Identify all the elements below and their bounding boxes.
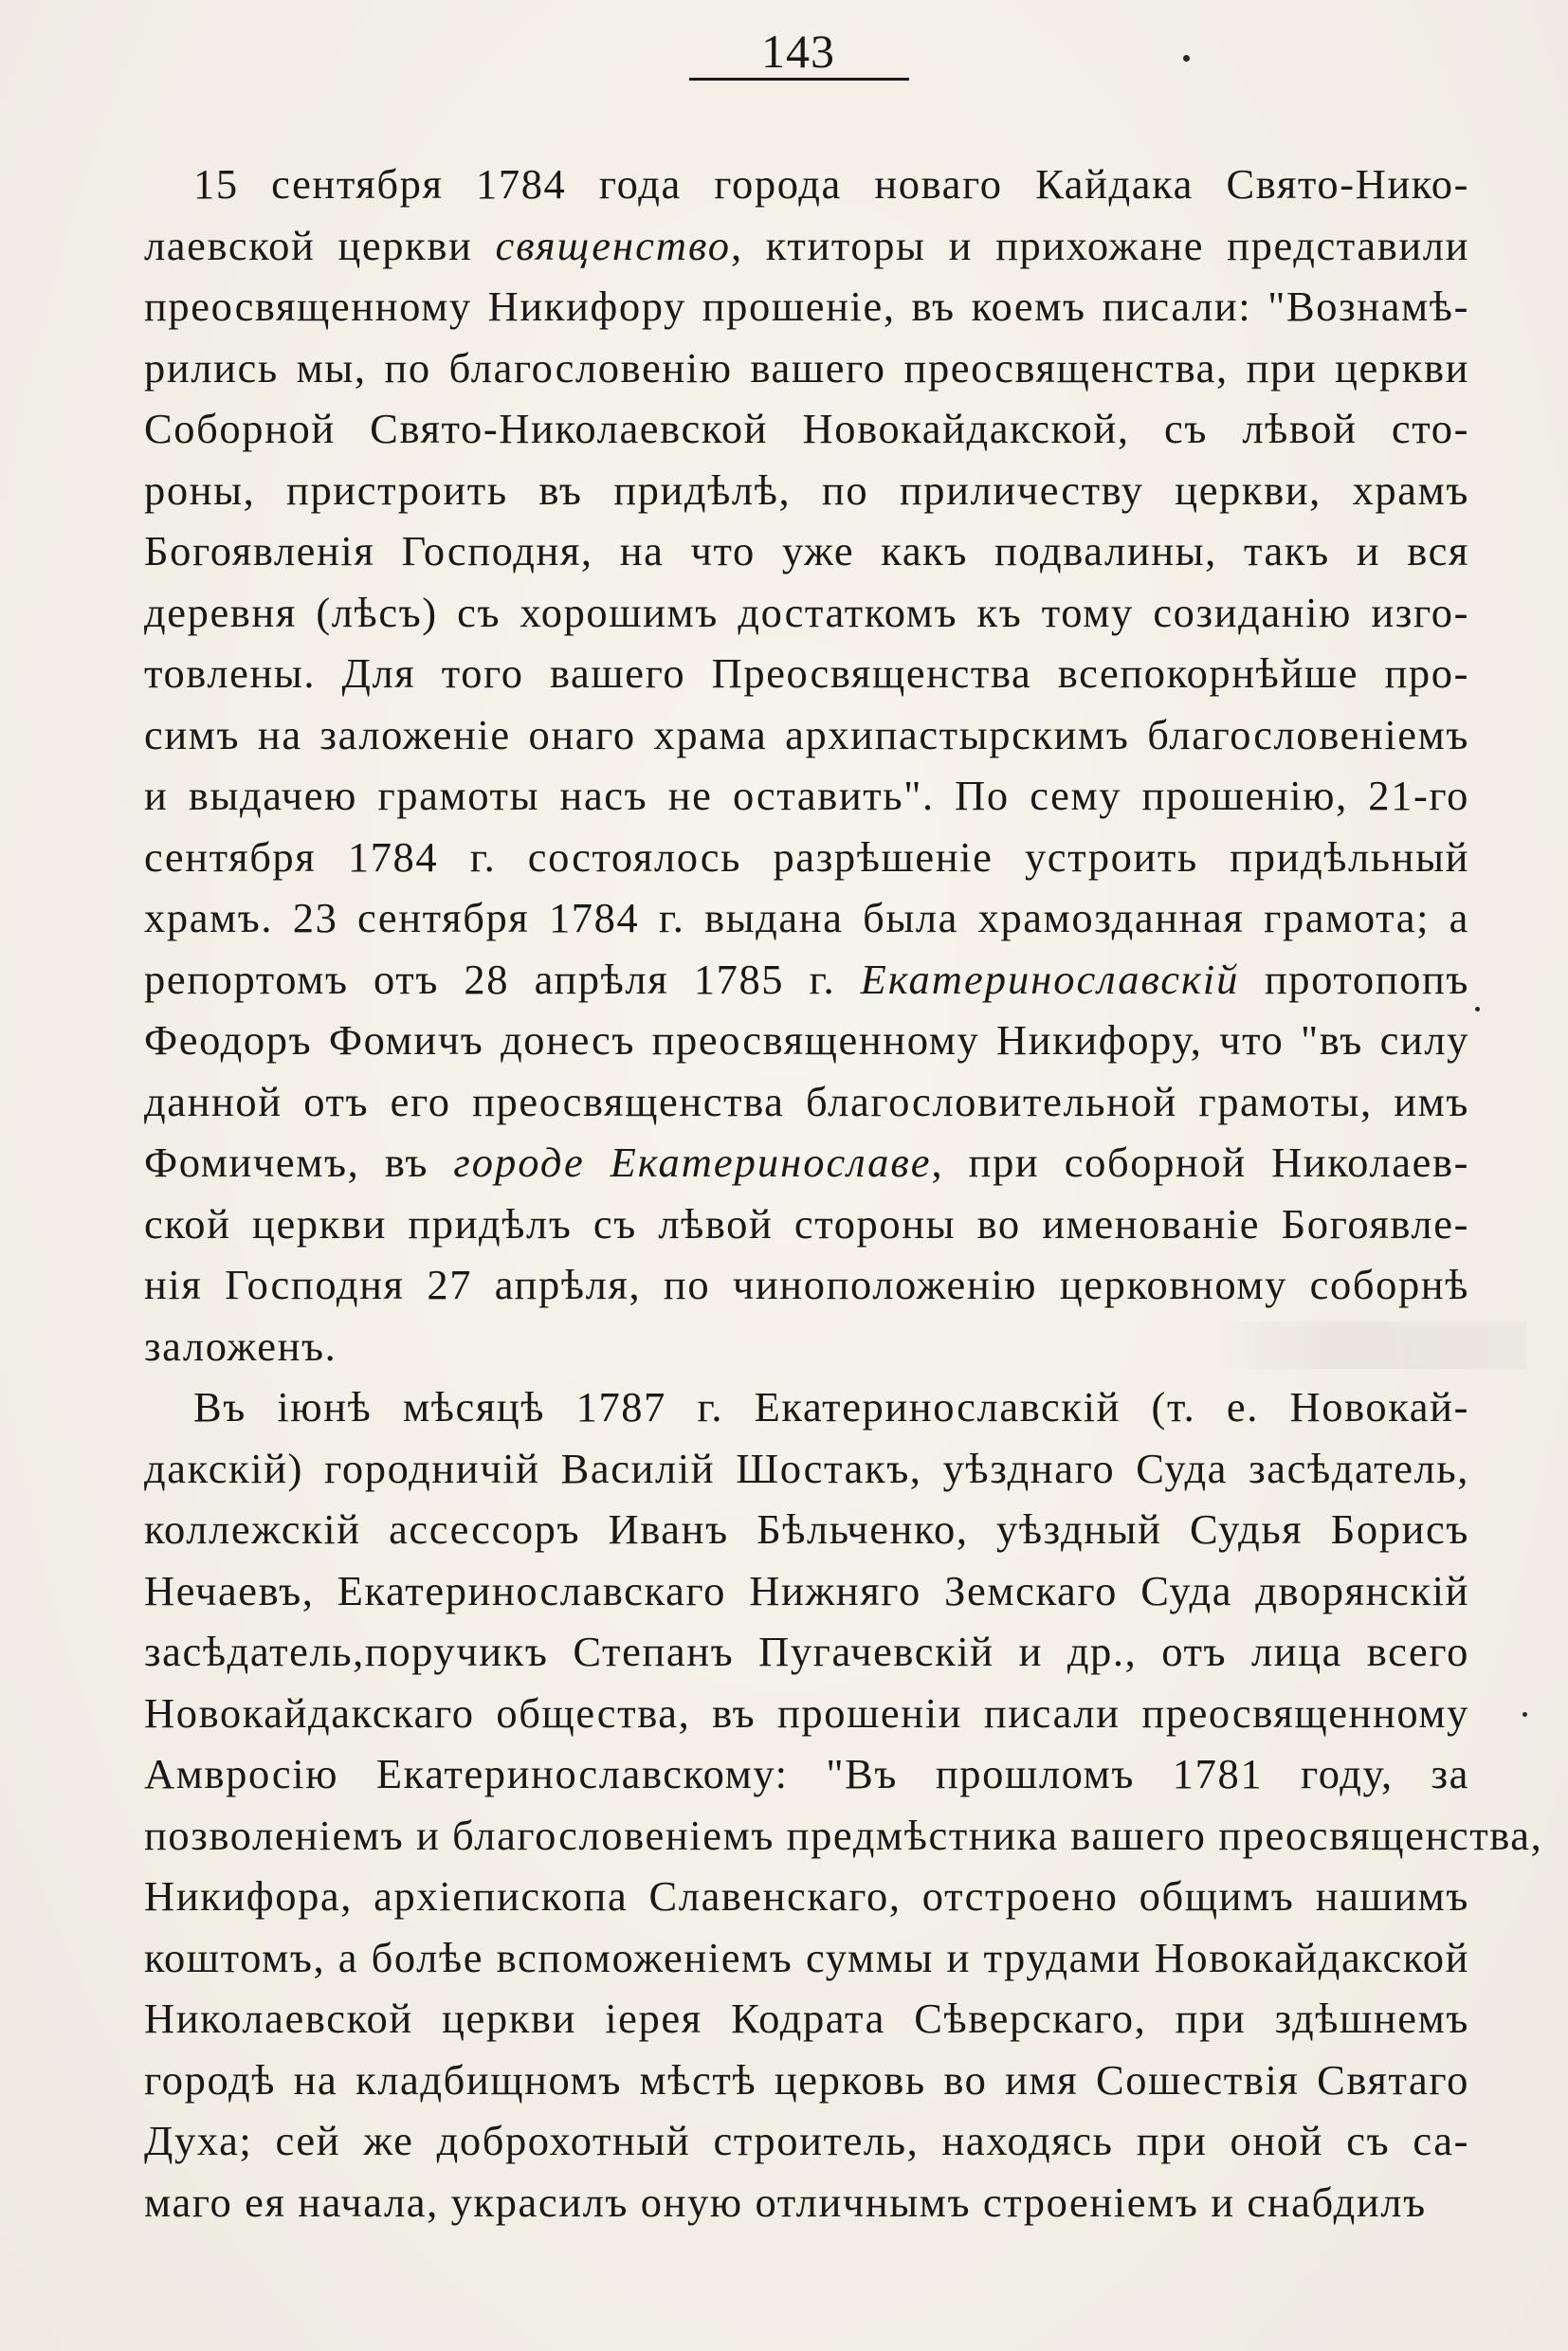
text-run: 15 сентября 1784 года города новаго Кайдака Свято-Нико-: [193, 160, 1469, 208]
text-run: и выдачею грамоты насъ не оставить". По сему прошенію, 21-го: [144, 772, 1469, 819]
text-run: Никифора, архіепископа Славенскаго, отстроено общимъ нашимъ: [144, 1872, 1469, 1920]
text-run: Соборной Свято-Николаевской Новокайдакской, съ лѣвой сто-: [144, 405, 1469, 452]
text-line: [144, 1560, 1469, 1622]
text-line: [144, 2110, 1469, 2172]
text-line: [144, 276, 1469, 337]
paragraph: [144, 1376, 1543, 2233]
text-line: [144, 1316, 1469, 1377]
text-line: [144, 1010, 1469, 1071]
text-run: Богоявленія Господня, на что уже какъ подвалины, такъ и вся: [144, 527, 1469, 574]
body-text: [144, 154, 1543, 2233]
text-run: репортомъ отъ 28 апрѣля 1785 г.: [144, 955, 861, 1003]
text-line: [144, 1254, 1469, 1316]
text-run: лаевской церкви: [144, 221, 496, 269]
text-run: позволеніемъ и благословеніемъ предмѣстника вашего преосвященства,: [144, 1811, 1543, 1859]
text-run: сентября 1784 г. состоялось разрѣшеніе устроить придѣльный: [144, 832, 1469, 881]
text-run: деревня (лѣсъ) съ хорошимъ достаткомъ къ тому созиданію изго-: [144, 588, 1469, 636]
text-line: [144, 337, 1469, 399]
text-run: коллежскій ассессоръ Иванъ Бѣльченко, уѣздный Судья Борисъ: [144, 1505, 1469, 1553]
text-line: [144, 2172, 1469, 2233]
text-run: Фомичемъ, въ: [144, 1139, 454, 1186]
text-run: маго ея начала, украсилъ оную отличнымъ строеніемъ и снабдилъ: [144, 2178, 1427, 2226]
text-line: [144, 154, 1469, 215]
text-line: [144, 643, 1469, 704]
text-line: [144, 520, 1469, 582]
text-line: [144, 704, 1469, 766]
text-run: коштомъ, а болѣе вспоможеніемъ суммы и трудами Новокайдакской: [144, 1933, 1469, 1981]
text-run: засѣдатель,поручикъ Степанъ Пугачевскій и др., отъ лица всего: [144, 1628, 1469, 1675]
text-run: Новокайдакскаго общества, въ прошеніи писали преосвященному: [144, 1688, 1469, 1737]
text-line: [144, 765, 1469, 827]
text-run: роны, пристроить въ придѣлѣ, по приличеству церкви, храмъ: [144, 465, 1469, 514]
text-line: [144, 1438, 1469, 1500]
text-line: [144, 1743, 1469, 1805]
text-line: [144, 1376, 1469, 1438]
text-line: [144, 460, 1469, 521]
text-run: Николаевской церкви іерея Кодрата Сѣверскаго, при здѣшнемъ: [144, 1995, 1469, 2042]
text-line: [144, 1866, 1469, 1927]
text-line: [144, 582, 1469, 644]
italic-text: Екатеринославскій: [860, 955, 1240, 1003]
scan-speck: [1183, 55, 1190, 62]
text-line: [144, 887, 1469, 949]
text-run: Духа; сей же доброхотный строитель, находясь при оной съ са-: [144, 2117, 1469, 2164]
text-run: ской церкви придѣлъ съ лѣвой стороны во именованіе Богоявле-: [144, 1199, 1469, 1248]
text-run: заложенъ.: [144, 1321, 337, 1370]
text-line: [144, 1927, 1469, 1989]
text-run: данной отъ его преосвященства благословительной грамоты, имъ: [144, 1077, 1469, 1125]
page-number-rule: [689, 78, 909, 81]
text-line: [144, 1621, 1469, 1683]
text-run: городѣ на кладбищномъ мѣстѣ церковь во имя Сошествія Святаго: [144, 2055, 1469, 2104]
text-line: [144, 1499, 1469, 1560]
paragraph: [144, 154, 1469, 1376]
text-line: [144, 1683, 1469, 1744]
text-line: [144, 2050, 1469, 2111]
page-number: 143: [761, 25, 835, 78]
text-line: [144, 949, 1469, 1011]
text-line: [144, 215, 1469, 277]
italic-text: городе Екатеринославе: [453, 1139, 932, 1186]
text-line: [144, 827, 1469, 888]
text-run: храмъ. 23 сентября 1784 г. выдана была храмозданная грамота; а: [144, 894, 1469, 941]
text-run: товлены. Для того вашего Преосвященства всепокорнѣйше про-: [144, 649, 1469, 697]
text-run: , ктиторы и прихожане представили: [731, 221, 1469, 269]
text-run: рились мы, по благословенію вашего преосвященства, при церкви: [144, 343, 1469, 392]
text-line: [144, 1194, 1469, 1255]
text-line: [144, 398, 1469, 460]
text-run: Въ іюнѣ мѣсяцѣ 1787 г. Екатеринославскій (т. е. Новокай-: [193, 1383, 1469, 1431]
text-run: протопопъ: [1239, 955, 1469, 1003]
text-run: дакскій) городничій Василій Шостакъ, уѣзднаго Суда засѣдатель,: [144, 1444, 1469, 1492]
text-line: [144, 1071, 1469, 1133]
text-run: Амвросію Екатеринославскому: "Въ прошломъ 1781 году, за: [144, 1750, 1469, 1797]
italic-text: священство: [495, 221, 731, 269]
scan-speck: [1522, 1712, 1527, 1717]
text-line: [144, 1988, 1469, 2050]
text-run: симъ на заложеніе онаго храма архипастырскимъ благословеніемъ: [144, 710, 1469, 758]
text-run: , при соборной Николаев-: [931, 1139, 1469, 1186]
scan-speck: [1475, 1007, 1480, 1011]
text-run: Феодоръ Фомичъ донесъ преосвященному Никифору, что "въ силу: [144, 1016, 1469, 1064]
text-run: нія Господня 27 апрѣля, по чиноположенію церковному соборнѣ: [144, 1261, 1469, 1308]
text-run: преосвященному Никифору прошеніе, въ коемъ писали: "Вознамѣ-: [144, 282, 1469, 330]
text-run: Нечаевъ, Екатеринославскаго Нижняго Земскаго Суда дворянскій: [144, 1566, 1469, 1614]
text-line: [144, 1805, 1543, 1867]
text-line: [144, 1132, 1469, 1194]
